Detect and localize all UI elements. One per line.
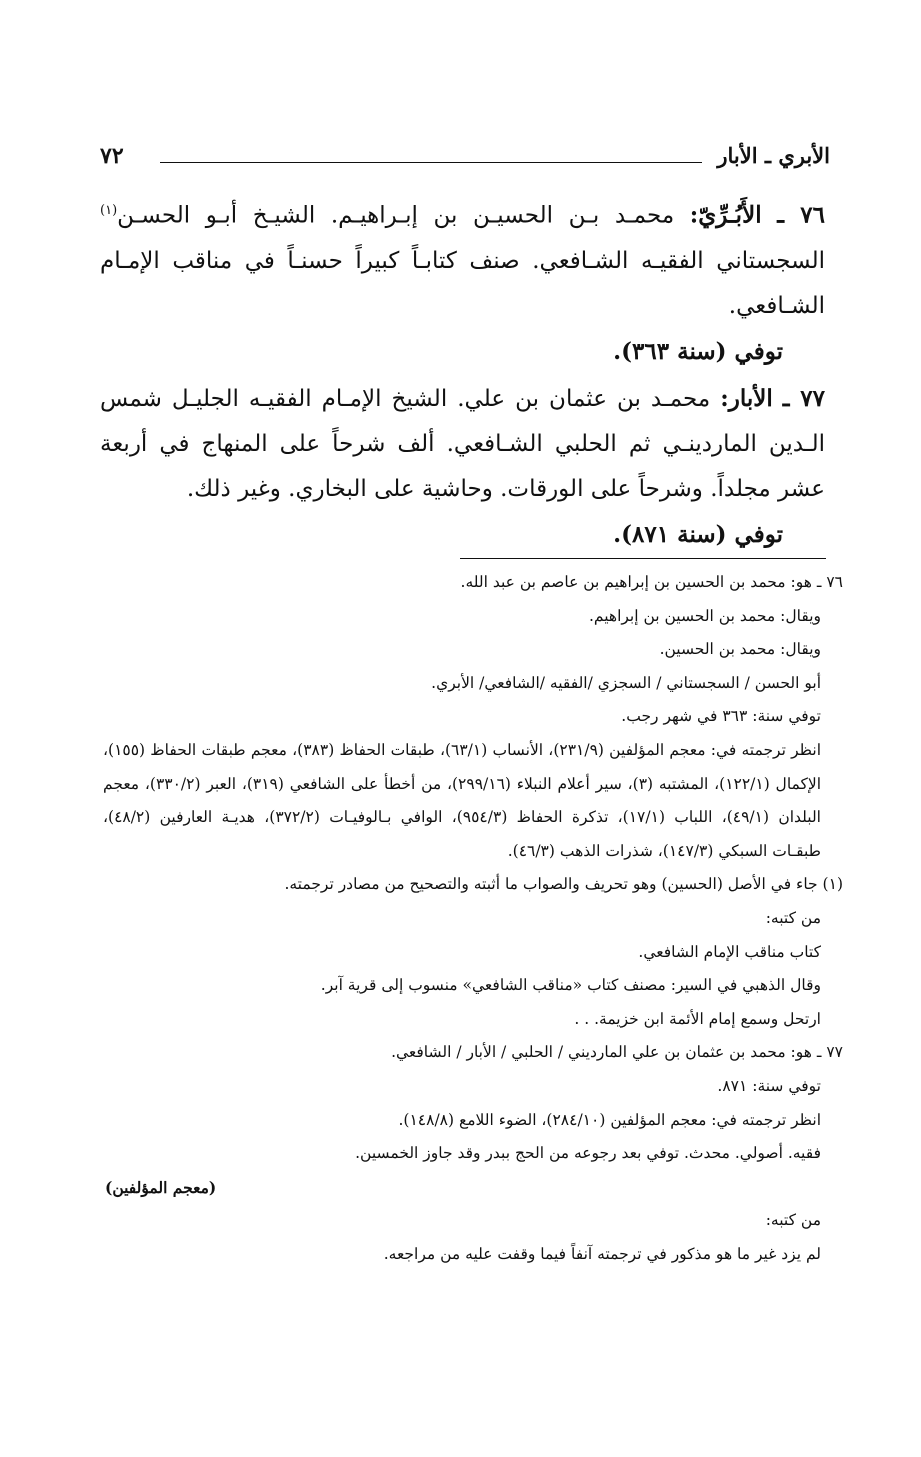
note-77-line: فقيه. أصولي. محدث. توفي بعد رجوعه من الحج ببدر وقد جاوز الخمسين. bbox=[355, 1144, 821, 1163]
book-item: كتاب مناقب الإمام الشافعي. bbox=[638, 942, 821, 961]
note-76-line: ويقال: محمد بن الحسين. bbox=[659, 640, 821, 659]
header-rule bbox=[160, 162, 702, 163]
source-citation: (معجم المؤلفين) bbox=[105, 1177, 217, 1197]
running-title: الأبري ـ الأبار bbox=[717, 143, 830, 168]
page-number: ٧٢ bbox=[100, 143, 124, 169]
footnote-marker[interactable]: (١) bbox=[100, 203, 118, 218]
dhahabi-quote: وقال الذهبي في السير: مصنف كتاب «مناقب الشافعي» منسوب إلى قرية آبر. bbox=[320, 976, 821, 995]
page-header bbox=[100, 143, 830, 177]
books-label: من كتبه: bbox=[765, 908, 821, 927]
entry-death: توفي (سنة ٨٧١). bbox=[613, 520, 783, 548]
entry-number: ٧٧ ـ bbox=[782, 384, 825, 412]
entry-76 bbox=[100, 188, 825, 374]
footnotes bbox=[103, 566, 843, 1271]
entry-text-continued: السجستاني الفقيـه الشـافعي. صنف كتابـاً كبيراً حسنـاً في مناقب الإمـام الشـافعي. bbox=[100, 247, 825, 319]
books-label: من كتبه: bbox=[765, 1211, 821, 1230]
footnote-1: (١) جاء في الأصل (الحسين) وهو تحريف والصواب ما أثبته والتصحيح من مصادر ترجمته. bbox=[284, 875, 843, 894]
books-text: لم يزد غير ما هو مذكور في ترجمته آنفاً فيما وقفت عليه من مراجعه. bbox=[383, 1244, 821, 1263]
note-76-line: توفي سنة: ٣٦٣ في شهر رجب. bbox=[621, 707, 821, 726]
note-77-line: انظر ترجمته في: معجم المؤلفين (٢٨٤/١٠)، الضوء اللامع (١٤٨/٨). bbox=[398, 1110, 821, 1129]
note-77-line: ٧٧ ـ هو: محمد بن عثمان بن علي المارديني / الحلبي / الأبار / الشافعي. bbox=[391, 1043, 843, 1062]
entry-text: محمـد بن عثمان بن علي. الشيخ الإمـام الفقيـه الجليـل شمس الـدين الماردينـي ثم الحلبي الشـافعي. ألف شرحاً على المنهاج في أربعة عشر مجلداً. وشرحاً على الورقات. وحاشية على البخاري. وغير ذلك. bbox=[100, 385, 825, 502]
note-77-line: توفي سنة: ٨٧١. bbox=[717, 1076, 821, 1095]
entry-heading: الأبار: bbox=[720, 384, 773, 412]
note-76-line: ويقال: محمد بن الحسين بن إبراهيم. bbox=[588, 606, 821, 625]
note-76-line: ٧٦ ـ هو: محمد بن الحسين بن إبراهيم بن عاصم بن عبد الله. bbox=[460, 573, 843, 591]
dhahabi-quote-continued: ارتحل وسمع إمام الأئمة ابن خزيمة. . . bbox=[574, 1009, 821, 1028]
note-76-references: انظر ترجمته في: معجم المؤلفين (٢٣١/٩)، الأنساب (٦٣/١)، طبقات الحفاظ (٣٨٣)، معجم طبقات الحفاظ (١٥٥)، الإكمال (١٢٢/١)، المشتبه (٣)، سير أعلام النبلاء (٢٩٩/١٦)، من أخطأ على الشافعي (٣١٩)، العبر (٣٣٠/٢)، معجم البلدان (٤٩/١)، اللباب (١٧/١)، تذكرة الحفاظ (٩٥٤/٣)، الوافي بـالوفيـات (٣٧٢/٢)، هديـة العارفين (٤٨/٢)، طبقـات السبكي (١٤٧/٣)، شذرات الذهب (٤٦/٣). bbox=[103, 740, 822, 860]
note-76-line: أبو الحسن / السجستاني / السجزي /الفقيه /الشافعي/ الأبري. bbox=[431, 673, 821, 692]
entry-text: محمـد بـن الحسيـن بن إبـراهيـم. الشيـخ أبـو الحسـن bbox=[117, 202, 690, 229]
footnote-separator bbox=[460, 558, 826, 559]
entry-77 bbox=[100, 376, 825, 557]
main-text bbox=[100, 188, 825, 559]
entry-heading: الأَبُـرِّيّ: bbox=[689, 201, 762, 229]
entry-number: ٧٦ ـ bbox=[777, 201, 826, 229]
entry-death: توفي (سنة ٣٦٣). bbox=[613, 337, 783, 365]
